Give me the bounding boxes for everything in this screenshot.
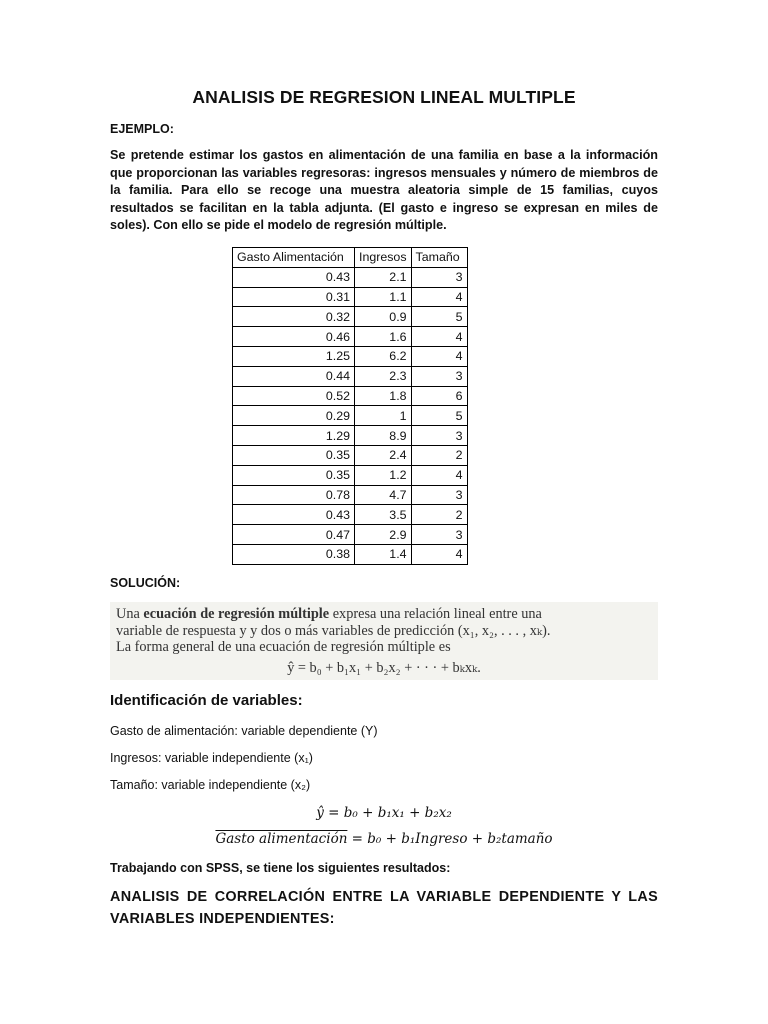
cell-ingresos: 2.3 [355, 366, 412, 386]
cell-gasto: 1.25 [233, 346, 355, 366]
cell-ingresos: 6.2 [355, 346, 412, 366]
cell-ingresos: 2.1 [355, 267, 412, 287]
cell-ingresos: 1.2 [355, 465, 412, 485]
cell-ingresos: 3.5 [355, 505, 412, 525]
table-row [233, 485, 468, 505]
cell-ingresos: 2.9 [355, 525, 412, 545]
cell-gasto: 0.43 [233, 267, 355, 287]
cell-ingresos: 1.8 [355, 386, 412, 406]
cell-ingresos: 1.6 [355, 327, 412, 347]
book-line-1-post: expresa una relación lineal entre una [329, 606, 542, 622]
cell-gasto: 1.29 [233, 426, 355, 446]
intro-paragraph: Se pretende estimar los gastos en alimentación de una familia en base a la información que proporcionan las variables regresoras: ingresos mensuales y número de miembros de la familia. Para ello se recoge una muestra aleatoria simple de 15 familias, cuyos resultados se facilitan en la tabla adjunta. (El gasto e ingreso se expresan en miles de soles). Con ello se pide el modelo de regresión múltiple. [110, 148, 658, 233]
table-row [233, 267, 468, 287]
cell-gasto: 0.43 [233, 505, 355, 525]
cell-ingresos: 8.9 [355, 426, 412, 446]
table-row [233, 346, 468, 366]
book-line-3: La forma general de una ecuación de regresión múltiple es [116, 639, 451, 655]
equation-named [0, 831, 768, 847]
cell-gasto: 0.46 [233, 327, 355, 347]
cell-ingresos: 1.4 [355, 544, 412, 564]
cell-gasto: 0.31 [233, 287, 355, 307]
table-row [233, 544, 468, 564]
table-row [233, 505, 468, 525]
table-row [233, 465, 468, 485]
cell-tamano: 3 [411, 525, 467, 545]
cell-tamano: 6 [411, 386, 467, 406]
cell-ingresos: 2.4 [355, 445, 412, 465]
cell-gasto: 0.47 [233, 525, 355, 545]
variables-heading: Identificación de variables: [110, 692, 303, 709]
table-row [233, 445, 468, 465]
cell-gasto: 0.52 [233, 386, 355, 406]
book-line-1-pre: Una [116, 606, 144, 622]
cell-tamano: 5 [411, 307, 467, 327]
cell-ingresos: 4.7 [355, 485, 412, 505]
cell-tamano: 4 [411, 287, 467, 307]
cell-tamano: 3 [411, 426, 467, 446]
cell-tamano: 2 [411, 445, 467, 465]
table-header-row [233, 248, 468, 268]
var-dependent: Gasto de alimentación: variable dependiente (Y) [110, 724, 378, 738]
table-row [233, 525, 468, 545]
header-gasto: Gasto Alimentación [233, 248, 355, 268]
cell-gasto: 0.38 [233, 544, 355, 564]
cell-tamano: 4 [411, 346, 467, 366]
cell-tamano: 4 [411, 327, 467, 347]
cell-ingresos: 0.9 [355, 307, 412, 327]
cell-tamano: 2 [411, 505, 467, 525]
document-title: ANALISIS DE REGRESION LINEAL MULTIPLE [192, 87, 576, 107]
table-row [233, 327, 468, 347]
book-formula: ŷ = b₀ + b₁x₁ + b₂x₂ + · · · + bₖxₖ. [287, 659, 481, 676]
table-row [233, 406, 468, 426]
cell-tamano: 4 [411, 465, 467, 485]
book-excerpt [110, 602, 658, 680]
correlation-heading: ANALISIS DE CORRELACIÓN ENTRE LA VARIABLE DEPENDIENTE Y LAS VARIABLES INDEPENDIENTES: [110, 889, 658, 927]
table-row [233, 426, 468, 446]
cell-gasto: 0.35 [233, 465, 355, 485]
header-tamano: Tamaño [411, 248, 467, 268]
cell-ingresos: 1 [355, 406, 412, 426]
equation-general [0, 805, 768, 821]
spss-text: Trabajando con SPSS, se tiene los siguientes resultados: [110, 861, 451, 875]
cell-tamano: 3 [411, 366, 467, 386]
data-table [232, 247, 468, 565]
header-ingresos: Ingresos [355, 248, 412, 268]
cell-gasto: 0.32 [233, 307, 355, 327]
cell-tamano: 3 [411, 485, 467, 505]
book-line-1 [116, 606, 652, 623]
cell-gasto: 0.29 [233, 406, 355, 426]
example-label: EJEMPLO: [110, 122, 174, 136]
book-line-2: variable de respuesta y y dos o más variables de predicción (x₁, x₂, . . . , xₖ). [116, 622, 551, 639]
cell-gasto: 0.44 [233, 366, 355, 386]
cell-ingresos: 1.1 [355, 287, 412, 307]
equation-named-lhs: Gasto alimentación [215, 831, 348, 847]
var-income: Ingresos: variable independiente (x₁) [110, 751, 313, 765]
table-row [233, 366, 468, 386]
book-line-1-bold: ecuación de regresión múltiple [143, 606, 330, 622]
equation-named-rhs: = b₀ + b₁Ingreso + b₂tamaño [347, 831, 553, 847]
cell-gasto: 0.78 [233, 485, 355, 505]
table-row [233, 287, 468, 307]
var-size: Tamaño: variable independiente (x₂) [110, 778, 311, 792]
cell-tamano: 3 [411, 267, 467, 287]
equation-general-text: ŷ = b₀ + b₁x₁ + b₂x₂ [316, 805, 452, 821]
cell-tamano: 4 [411, 544, 467, 564]
cell-tamano: 5 [411, 406, 467, 426]
table-row [233, 307, 468, 327]
table-row [233, 386, 468, 406]
solution-label: SOLUCIÓN: [110, 576, 181, 590]
cell-gasto: 0.35 [233, 445, 355, 465]
